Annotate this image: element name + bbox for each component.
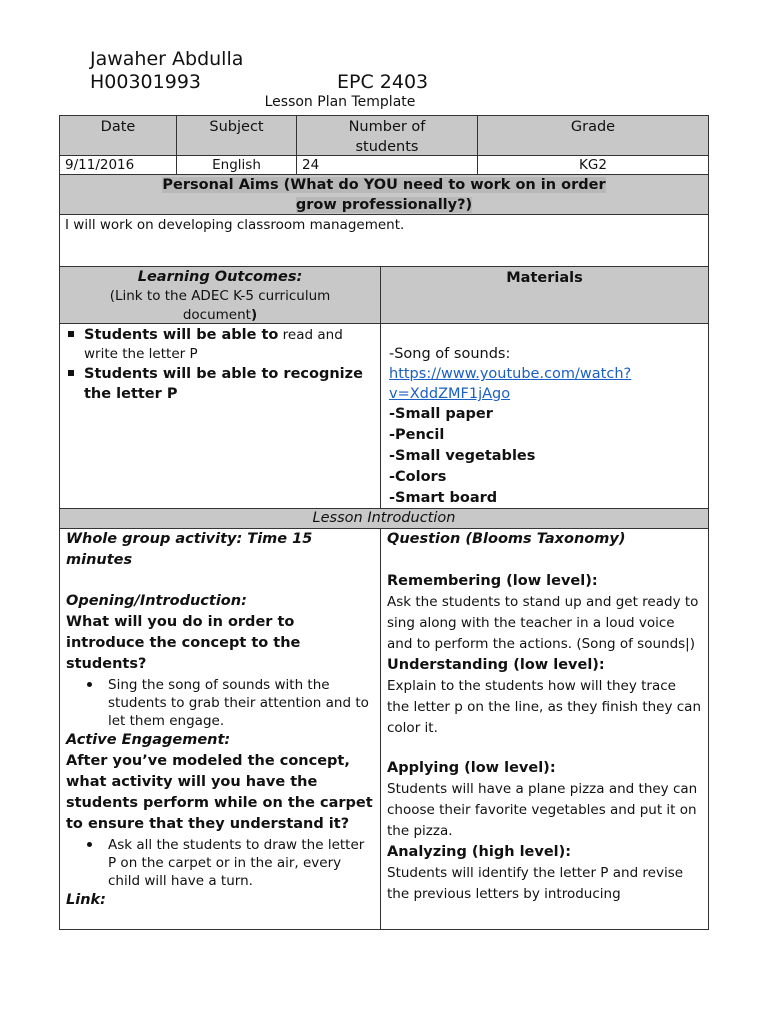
course-code: EPC 2403: [337, 71, 429, 93]
understanding-text: Explain to the students how will they trace the letter p on the line, as they finish they can color it.: [387, 678, 702, 736]
outcome-item: Students will be able to recognize the letter P: [60, 364, 380, 404]
materials-heading: Materials: [380, 266, 709, 324]
active-engagement-question: After you’ve modeled the concept, what activity will you have the students perform while on the carpet to ensure that they understand it?: [66, 753, 373, 832]
personal-aims-heading: Personal Aims (What do YOU need to work on in order grow professionally?): [59, 174, 709, 215]
personal-aims-text: I will work on developing classroom management.: [59, 214, 709, 267]
material-item: -Colors: [389, 469, 447, 485]
learning-outcomes-heading: Learning Outcomes: (Link to the ADEC K-5 curriculum document): [59, 266, 381, 324]
outcome-item: Students will be able to read and write the letter P: [60, 325, 380, 364]
analyzing-label: Analyzing (high level):: [387, 844, 572, 860]
opening-question: What will you do in order to introduce the concept to the students?: [66, 614, 301, 672]
song-label: -Song of sounds:: [389, 346, 511, 362]
lesson-right-cell: [380, 528, 709, 930]
date-value: 9/11/2016: [59, 155, 177, 175]
page-title: Lesson Plan Template: [264, 94, 416, 110]
material-item: -Pencil: [389, 427, 445, 443]
applying-label: Applying (low level):: [387, 760, 556, 776]
lesson-left-cell: [59, 528, 381, 930]
remembering-text: Ask the students to stand up and get ready to sing along with the teacher in a loud voice and to perform the actions. (Song of sounds|): [387, 594, 699, 652]
analyzing-text: Students will identify the letter P and revise the previous letters by introducing: [387, 865, 684, 902]
applying-text: Students will have a plane pizza and they can choose their favorite vegetables and put it on the pizza.: [387, 781, 698, 839]
students-count-header: Number of students: [296, 115, 478, 156]
whole-group-activity: Whole group activity: Time 15 minutes: [66, 531, 313, 568]
author-name: Jawaher Abdulla: [90, 48, 244, 70]
date-header: Date: [59, 115, 177, 156]
active-engagement-label: Active Engagement:: [66, 732, 231, 748]
grade-value: KG2: [477, 155, 709, 175]
material-item: -Small paper: [389, 406, 493, 422]
remembering-label: Remembering (low level):: [387, 573, 598, 589]
understanding-label: Understanding (low level):: [387, 657, 605, 673]
subject-value: English: [176, 155, 297, 175]
lesson-introduction-heading: Lesson Introduction: [59, 508, 709, 529]
students-count-value: 24: [296, 155, 478, 175]
link-label: Link:: [66, 892, 106, 908]
active-engagement-bullet: Ask all the students to draw the letter P on the carpet or in the air, every child will have a turn.: [60, 836, 374, 890]
material-item: -Small vegetables: [389, 448, 536, 464]
song-link[interactable]: https://www.youtube.com/watch? v=XddZMF1jAgo: [389, 366, 632, 402]
blooms-heading: Question (Blooms Taxonomy): [387, 531, 626, 547]
learning-outcomes-cell: [59, 323, 381, 509]
grade-header: Grade: [477, 115, 709, 156]
student-id: H00301993: [90, 71, 201, 93]
opening-bullet: Sing the song of sounds with the students to grab their attention and to let them engage.: [60, 676, 374, 730]
materials-cell: [380, 323, 709, 509]
opening-label: Opening/Introduction:: [66, 593, 247, 609]
subject-header: Subject: [176, 115, 297, 156]
material-item: -Smart board: [389, 490, 498, 506]
